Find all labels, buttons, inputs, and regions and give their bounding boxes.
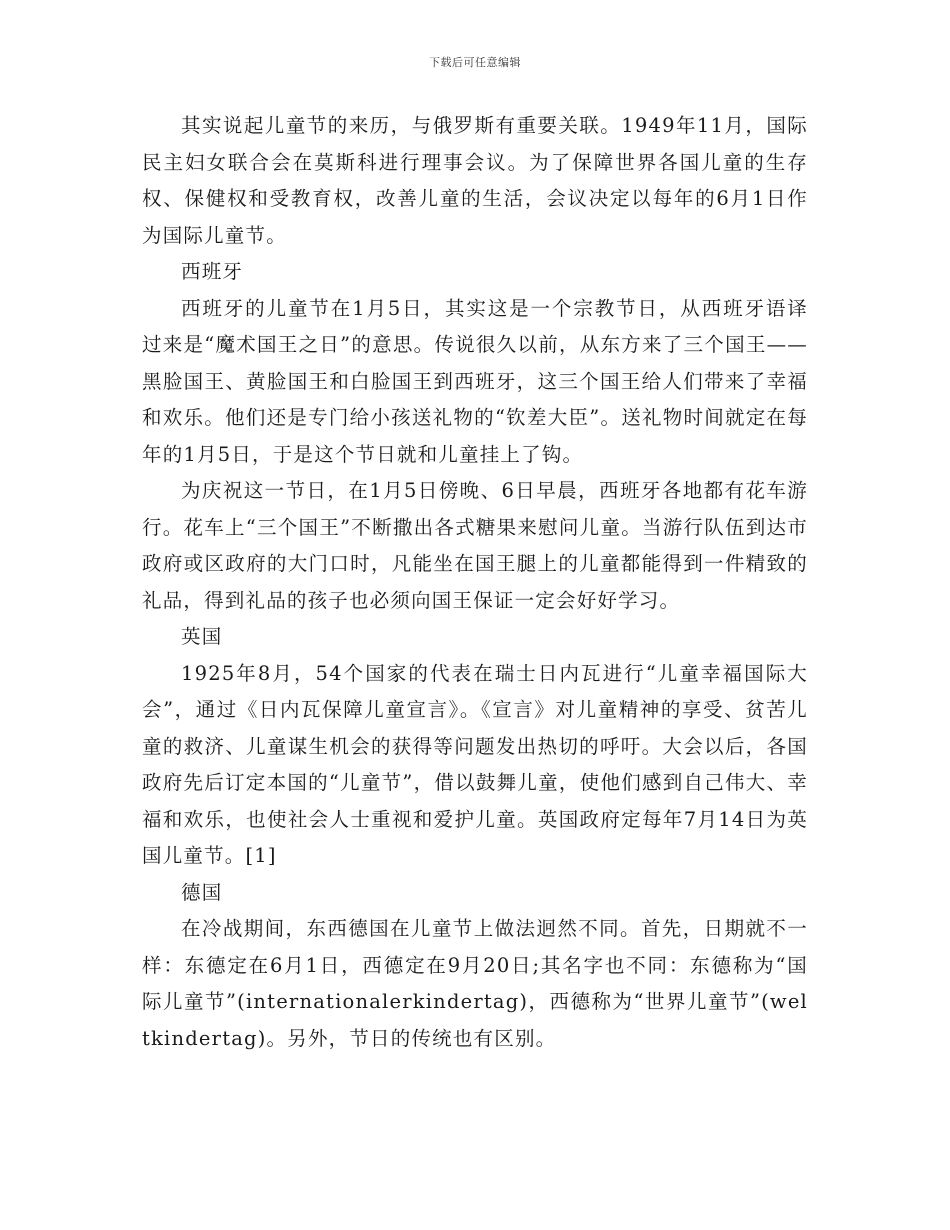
paragraph-origin: 其实说起儿童节的来历，与俄罗斯有重要关联。1949年11月，国际民主妇女联合会在莫斯科进行理事会议。为了保障世界各国儿童的生存权、保健权和受教育权，改善儿童的生活，会议决定以每年的6月1日作为国际儿童节。 xyxy=(142,114,808,247)
paragraph-germany: 在冷战期间，东西德国在儿童节上做法迥然不同。首先，日期就不一样：东德定在6月1日，西德定在9月20日;其名字也不同：东德称为“国际儿童节”(internationalerkindertag)，西德称为“世界儿童节”(weltkindertag)。另外，节日的传统也有区别。 xyxy=(142,917,808,1050)
section-heading-germany: 德国 xyxy=(181,880,223,904)
paragraph-uk: 1925年8月，54个国家的代表在瑞士日内瓦进行“儿童幸福国际大会”，通过《日内瓦保障儿童宣言》。《宣言》对儿童精神的享受、贫苦儿童的救济、儿童谋生机会的获得等问题发出热切的呼吁。大会以后，各国政府先后订定本国的“儿童节”，借以鼓舞儿童，使他们感到自己伟大、幸福和欢乐，也使社会人士重视和爱护儿童。英国政府定每年7月14日为英国儿童节。[1] xyxy=(142,661,808,867)
section-heading-uk: 英国 xyxy=(181,625,223,648)
paragraph-spain-celebration: 为庆祝这一节日，在1月5日傍晚、6日早晨，西班牙各地都有花车游行。花车上“三个国王”不断撒出各式糖果来慰问儿童。当游行队伍到达市政府或区政府的大门口时，凡能坐在国王腿上的儿童都能得到一件精致的礼品，得到礼品的孩子也必须向国王保证一定会好好学习。 xyxy=(142,479,808,612)
document-body xyxy=(142,108,808,1057)
section-heading-spain: 西班牙 xyxy=(181,260,244,283)
paragraph-spain-history: 西班牙的儿童节在1月5日，其实这是一个宗教节日，从西班牙语译过来是“魔术国王之日”的意思。传说很久以前，从东方来了三个国王——黑脸国王、黄脸国王和白脸国王到西班牙，这三个国王给人们带来了幸福和欢乐。他们还是专门给小孩送礼物的“钦差大臣”。送礼物时间就定在每年的1月5日，于是这个节日就和儿童挂上了钩。 xyxy=(142,296,808,466)
page-header: 下载后可任意编辑 xyxy=(429,56,521,69)
